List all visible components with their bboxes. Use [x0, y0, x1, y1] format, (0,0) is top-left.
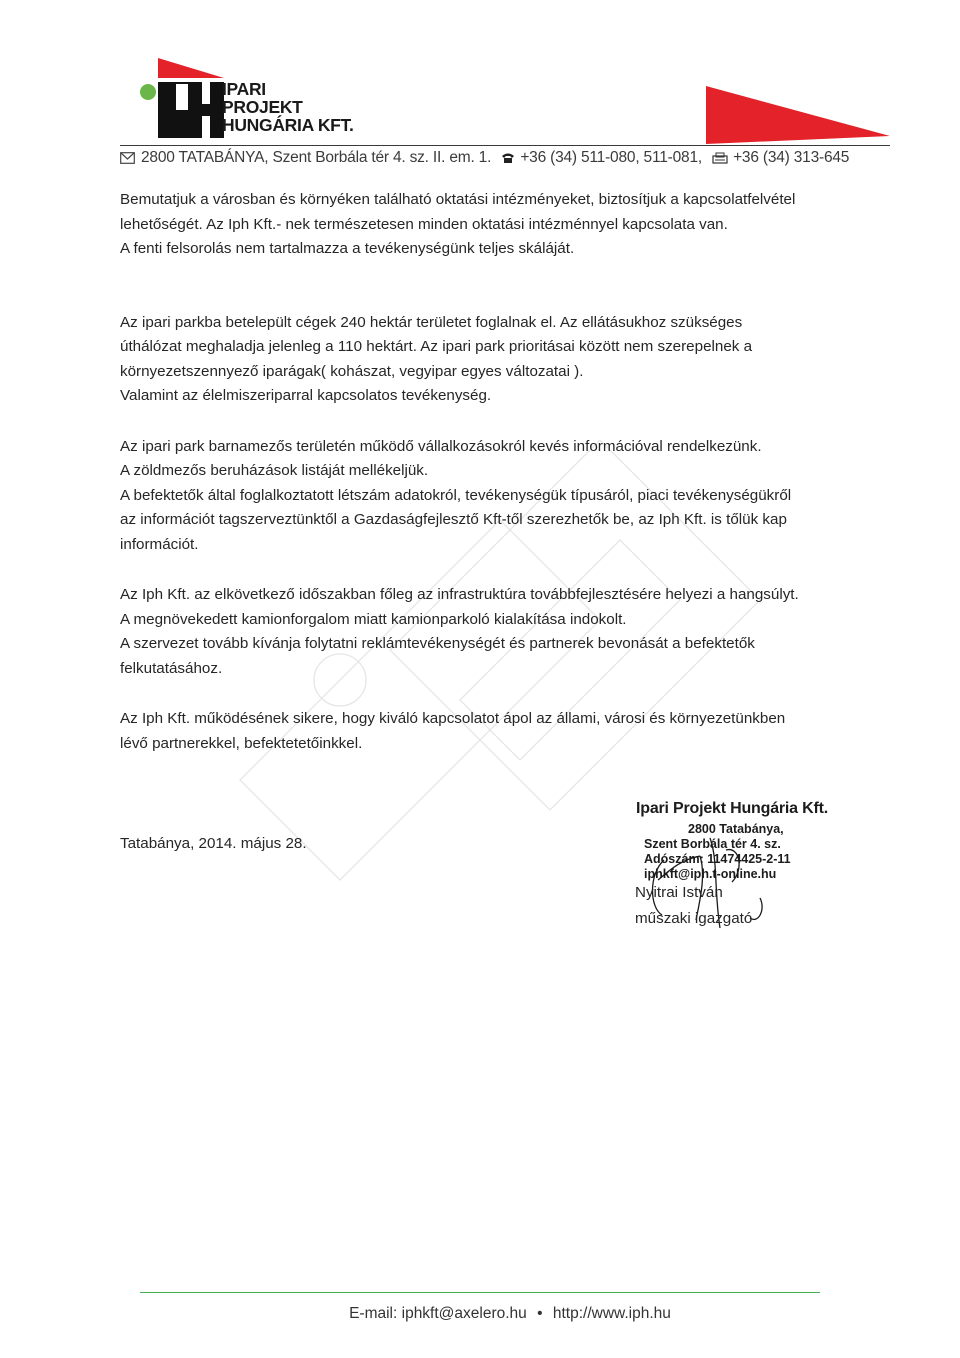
body-line: felkutatásához. [120, 659, 223, 677]
letter-date: Tatabánya, 2014. május 28. [120, 835, 307, 852]
body-line: A fenti felsorolás nem tartalmazza a tevékenységünk teljes skáláját. [120, 240, 575, 257]
contact-line [120, 149, 849, 167]
footer-bullet: • [537, 1305, 543, 1322]
stamp-line: Szent Borbála tér 4. sz. [644, 837, 781, 851]
footer [0, 1305, 960, 1323]
body-line: az információt tagszerveztünktől a Gazdaságfejlesztő Kft-től szerezhetők be, az Iph Kft. is tőlük kap [120, 511, 787, 528]
body-line: Az Iph Kft. működésének sikere, hogy kiváló kapcsolatot ápol az állami, városi és környezetünkben [120, 710, 786, 727]
signer-title: műszaki igazgató [635, 910, 753, 927]
signer-name: Nyitrai István [635, 884, 723, 901]
phone-icon [501, 152, 515, 164]
footer-email-label: E-mail: [349, 1305, 398, 1322]
fax-text: +36 (34) 313-645 [733, 149, 850, 166]
company-name-block [222, 80, 354, 134]
body-line: A befektetők által foglalkoztatott létszám adatokról, tevékenységük típusáról, piaci tevékenységükről [120, 486, 792, 504]
company-name-line-3: HUNGÁRIA KFT. [222, 115, 354, 135]
company-name-line-1: IPARI [222, 79, 266, 99]
header-rule [120, 145, 890, 146]
body-line: A szervezet tovább kívánja folytatni reklámtevékenységét és partnerek bevonását a befektetők [120, 635, 755, 652]
red-wedge-graphic [700, 84, 890, 146]
body-line: úthálózat meghaladja jelenleg a 110 hektárt. Az ipari park prioritásai között nem szerepelnek a [120, 338, 753, 355]
body-line: információt. [120, 535, 199, 553]
body-line: Bemutatjuk a városban és környéken található oktatási intézményeket, biztosítjuk a kapcsolatfelvétel [120, 191, 796, 208]
body-line: Valamint az élelmiszeriparral kapcsolatos tevékenység. [120, 387, 492, 404]
footer-website[interactable]: http://www.iph.hu [552, 1305, 671, 1322]
body-line: Az ipari park barnamezős területén működő vállalkozásokról kevés információval rendelkezünk. [120, 437, 762, 455]
body-line: A zöldmezős beruházások listáját mellékeljük. [120, 462, 429, 479]
body-line: lehetőségét. Az Iph Kft.- nek természetesen minden oktatási intézménnyel kapcsolata van. [120, 215, 728, 233]
footer-email[interactable]: iphkft@axelero.hu [401, 1305, 527, 1322]
address-text: 2800 TATABÁNYA, Szent Borbála tér 4. sz. II. em. 1. [141, 149, 492, 166]
body-line: lévő partnerekkel, befektetetőinkkel. [120, 734, 363, 752]
fax-icon [712, 152, 728, 164]
body-line: Az ipari parkba betelepült cégek 240 hektár területet foglalnak el. Az ellátásukhoz szükséges [120, 313, 743, 331]
body-line: környezetszennyező iparágak( kohászat, vegyipar egyes változatai ). [120, 362, 584, 380]
phone-text: +36 (34) 511-080, 511-081, [520, 149, 702, 166]
letter-body [120, 188, 860, 756]
mail-icon [120, 152, 135, 164]
body-line: A megnövekedett kamionforgalom miatt kamionparkoló kialakítása indokolt. [120, 610, 627, 628]
stamp-title: Ipari Projekt Hungária Kft. [636, 800, 828, 817]
company-name-line-2: PROJEKT [222, 97, 303, 117]
stamp-line: Adószám: 11474425-2-11 [644, 852, 791, 866]
stamp-line: iphkft@iph.t-online.hu [644, 867, 777, 881]
stamp-line: 2800 Tatabánya, [688, 822, 784, 836]
footer-rule [140, 1292, 820, 1293]
body-line: Az Iph Kft. az elkövetkező időszakban főleg az infrastruktúra továbbfejlesztésére helyezi a hangsúlyt. [120, 586, 799, 603]
